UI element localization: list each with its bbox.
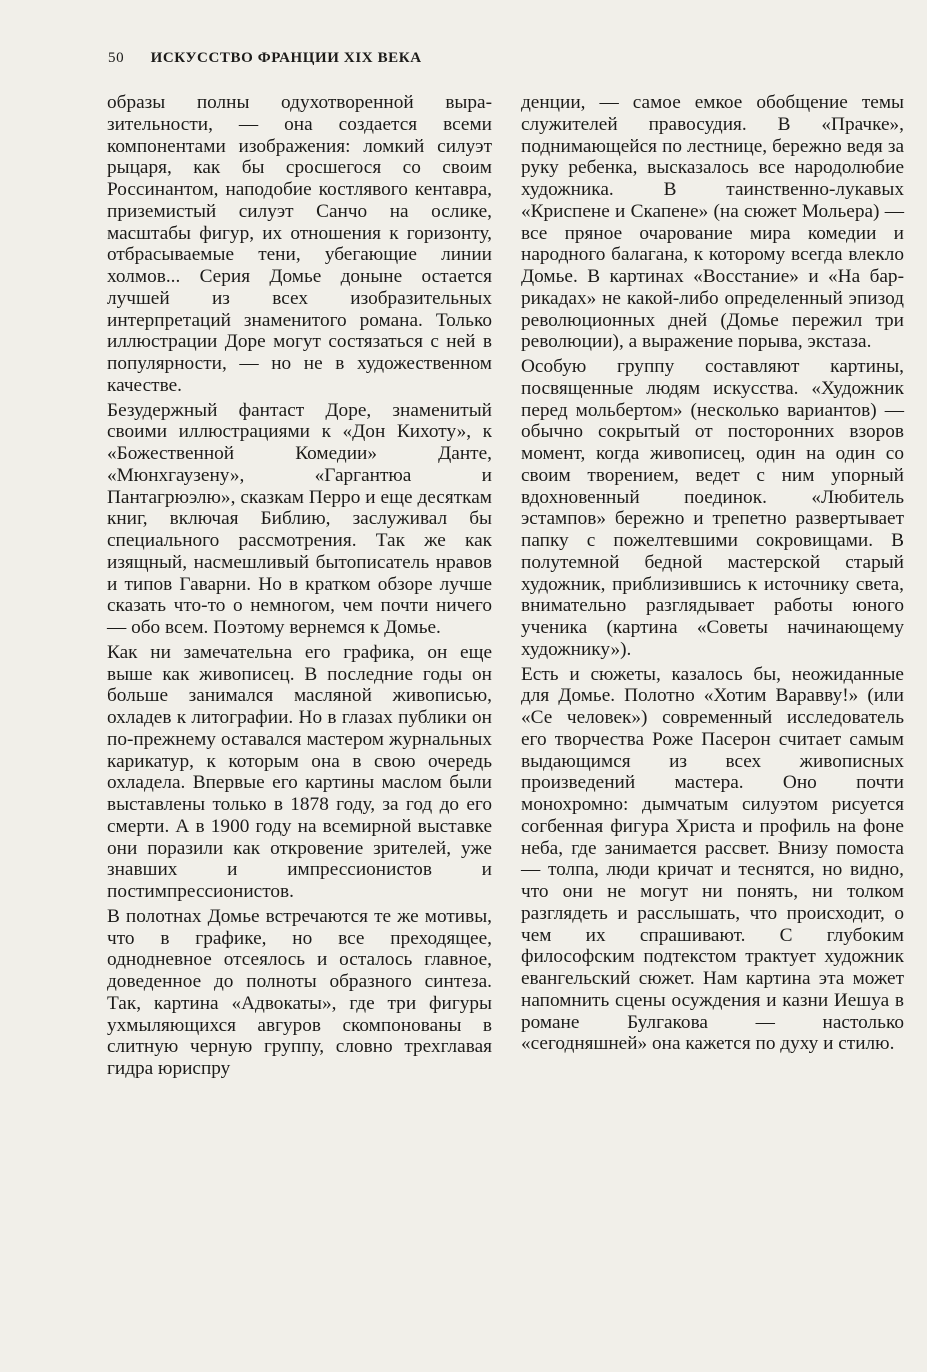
left-column xyxy=(107,92,492,1083)
paragraph: Особую группу составляют картины, посвященные людям искусства. «Художник перед мольбертом» (несколько вариантов) — обычно сокрытый от посторонних взоров момент, когда живописец, один на один со своим творением, ведет с ним упорный вдохновенный поединок. «Любитель эстампов» бережно и трепетно развертывает папку с пожелтевшими сокровищами. В полутемной бедной мастерской старый художник, приблизившись к источнику света, внимательно разглядывает работы юного ученика (картина «Советы начинающему художнику»). xyxy=(521,356,904,660)
paragraph: В полотнах Домье встречаются те же мотивы, что в графике, но все преходящее, однодневное отсеялось и осталось главное, доведенное до полноты образного синтеза. Так, картина «Адвокаты», где три фигуры ухмыляющихся авгуров скомпонованы в слитную черную группу, словно трехглавая гидра юриспру xyxy=(107,905,492,1079)
paragraph: Безудержный фантаст Доре, знаменитый своими иллюстрациями к «Дон Кихоту», к «Божественной Комедии» Данте, «Мюнхгаузену», «Гаргантюа и Пантагрюэлю», сказкам Перро и еще десяткам книг, включая Библию, заслуживал бы специального рассмотрения. Так же как изящный, насмешливый бытописатель нравов и типов Гаварни. Но в кратком обзоре лучше сказать что-то о немногом, чем почти ничего — обо всем. Поэтому вернемся к Домье. xyxy=(107,399,492,638)
paragraph: денции, — самое емкое обобщение темы служителей правосудия. В «Прачке», поднимающейся по лестнице, бережно ведя за руку ребенка, высказалось все народолюбие художника. В таинственно-лукавых «Криспене и Скапене» (на сюжет Мольера) — все пряное очарование мира комедии и народного балагана, к которому всегда влекло Домье. В картинах «Восстание» и «На баррикадах» не какой-либо определенный эпизод революционных дней (Домье пережил три революции), а выражение порыва, экстаза. xyxy=(521,92,904,353)
running-title: ИСКУССТВО ФРАНЦИИ XIX ВЕКА xyxy=(150,50,422,66)
page-number: 50 xyxy=(108,50,125,66)
paragraph: Есть и сюжеты, казалось бы, неожиданные для Домье. Полотно «Хотим Варавву!» (или «Се человек») современный исследователь его творчества Роже Пасерон считает самым выдающимся из всех живописных произведений мастера. Оно почти монохромно: дымчатым силуэтом рисуется согбенная фигура Христа и профиль на фоне неба, где занимается рассвет. Внизу помоста — толпа, люди кричат и теснятся, но видно, что они не могут ни понять, ни толком разглядеть и расслышать, что происходит, о чем их спрашивают. С глубоким философским подтекстом трактует художник евангельский сюжет. Нам картина эта может напомнить сцены осуждения и казни Иешуа в романе Булгакова — настолько «сегодняшней» она кажется по духу и стилю. xyxy=(521,663,904,1055)
right-column xyxy=(521,92,904,1058)
paragraph: образы полны одухотворенной выразительности, — она создается всеми компонентами изображения: ломкий силуэт рыцаря, как бы сросшегося со своим Россинантом, наподобие костлявого кентавра, приземистый силуэт Санчо на ослике, масштабы фигур, их отношения к горизонту, отбрасываемые тени, убегающие линии холмов... Серия Домье доныне остается лучшей из всех изобразительных интерпретаций знаменитого романа. Только иллюстрации Доре могут состязаться с ней в популярности, — но не в художественном качестве. xyxy=(107,92,492,396)
page-header xyxy=(108,50,808,67)
paragraph: Как ни замечательна его графика, он еще выше как живописец. В последние годы он больше занимался масляной живописью, охладев к литографии. Но в глазах публики он по-прежнему оставался мастером журнальных карикатур, к которым она в свою очередь охладела. Впервые его картины маслом были выставлены только в 1878 году, за год до его смерти. А в 1900 году на всемирной выставке они поразили как откровение зрителей, уже знавших и импрессионистов и постимпрессионистов. xyxy=(107,641,492,902)
